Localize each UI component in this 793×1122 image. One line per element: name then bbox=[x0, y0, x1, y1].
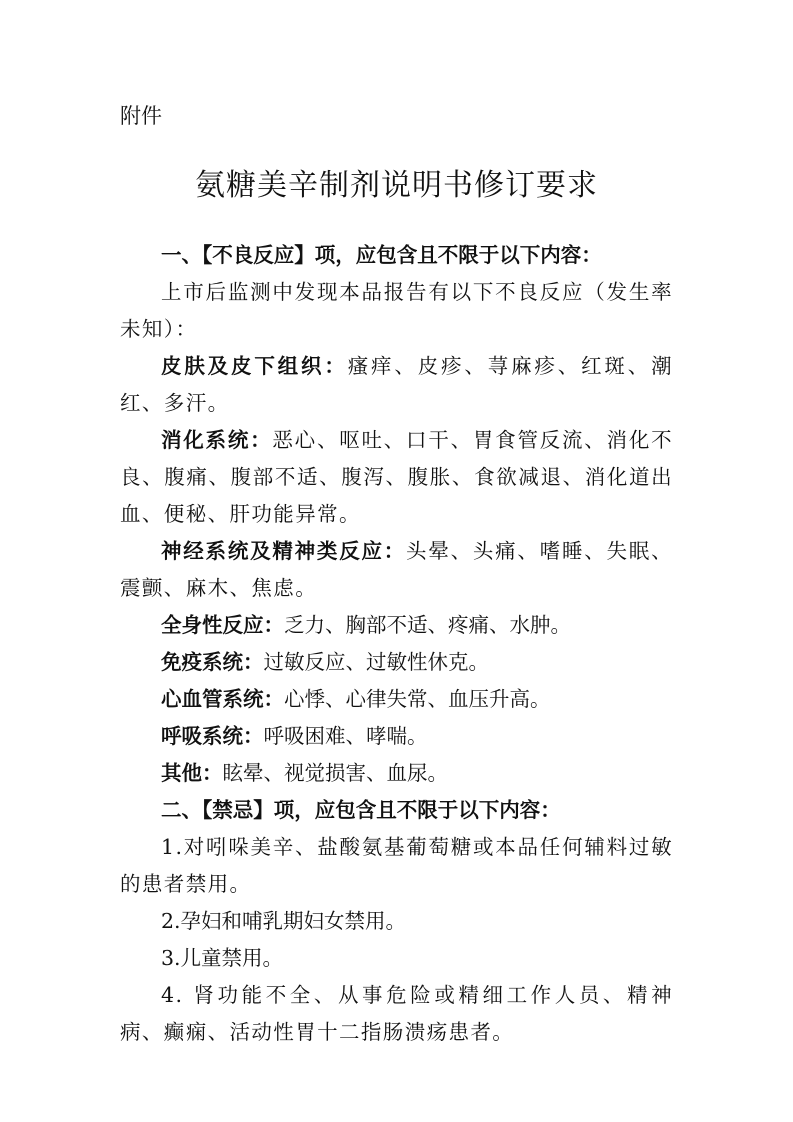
section-1-intro: 上市后监测中发现本品报告有以下不良反应（发生率未知）： bbox=[120, 280, 673, 341]
document-title: 氨糖美辛制剂说明书修订要求 bbox=[195, 168, 598, 203]
document-body bbox=[120, 237, 673, 1051]
item-text: 心悸、心律失常、血压升高。 bbox=[284, 687, 551, 711]
item-label: 全身性反应： bbox=[161, 613, 284, 637]
adverse-reaction-item bbox=[120, 755, 673, 792]
item-text: 恶心、呕吐、口干、胃食管反流、消化不良、腹痛、腹部不适、腹泻、腹胀、食欲减退、消化道出血、便秘、肝功能异常。 bbox=[120, 428, 674, 526]
contraindication-item: 3.儿童禁用。 bbox=[161, 946, 284, 970]
adverse-reaction-item bbox=[120, 718, 673, 755]
item-label: 心血管系统： bbox=[161, 687, 284, 711]
item-label: 其他： bbox=[161, 761, 223, 785]
item-text: 眩晕、视觉损害、血尿。 bbox=[222, 761, 448, 785]
item-label: 消化系统： bbox=[161, 428, 273, 452]
item-label: 呼吸系统： bbox=[161, 724, 264, 748]
item-text: 乏力、胸部不适、疼痛、水肿。 bbox=[284, 613, 571, 637]
adverse-reaction-item bbox=[120, 644, 673, 681]
adverse-reaction-item bbox=[120, 348, 673, 422]
contraindication-item: 1.对吲哚美辛、盐酸氨基葡萄糖或本品任何辅料过敏的患者禁用。 bbox=[120, 835, 673, 896]
item-text: 呼吸困难、哮喘。 bbox=[263, 724, 428, 748]
item-label: 神经系统及精神类反应： bbox=[161, 539, 407, 563]
adverse-reaction-item bbox=[120, 422, 673, 533]
section-1-heading: 一、【不良反应】项，应包含且不限于以下内容： bbox=[161, 243, 602, 267]
contraindication-item: 4. 肾功能不全、从事危险或精细工作人员、精神病、癫痫、活动性胃十二指肠溃疡患者。 bbox=[120, 983, 673, 1044]
item-text: 瘙痒、皮疹、荨麻疹、红斑、潮红、多汗。 bbox=[120, 354, 673, 415]
item-text: 头晕、头痛、嗜睡、失眠、震颤、麻木、焦虑。 bbox=[120, 539, 673, 600]
item-label: 免疫系统： bbox=[161, 650, 264, 674]
adverse-reaction-item bbox=[120, 681, 673, 718]
section-2-heading: 二、【禁忌】项，应包含且不限于以下内容： bbox=[161, 798, 561, 822]
contraindication-item: 2.孕妇和哺乳期妇女禁用。 bbox=[161, 909, 407, 933]
adverse-reaction-item bbox=[120, 533, 673, 607]
adverse-reaction-item bbox=[120, 607, 673, 644]
item-label: 皮肤及皮下组织： bbox=[161, 354, 348, 378]
item-text: 过敏反应、过敏性休克。 bbox=[263, 650, 489, 674]
attachment-label: 附件 bbox=[120, 104, 162, 128]
